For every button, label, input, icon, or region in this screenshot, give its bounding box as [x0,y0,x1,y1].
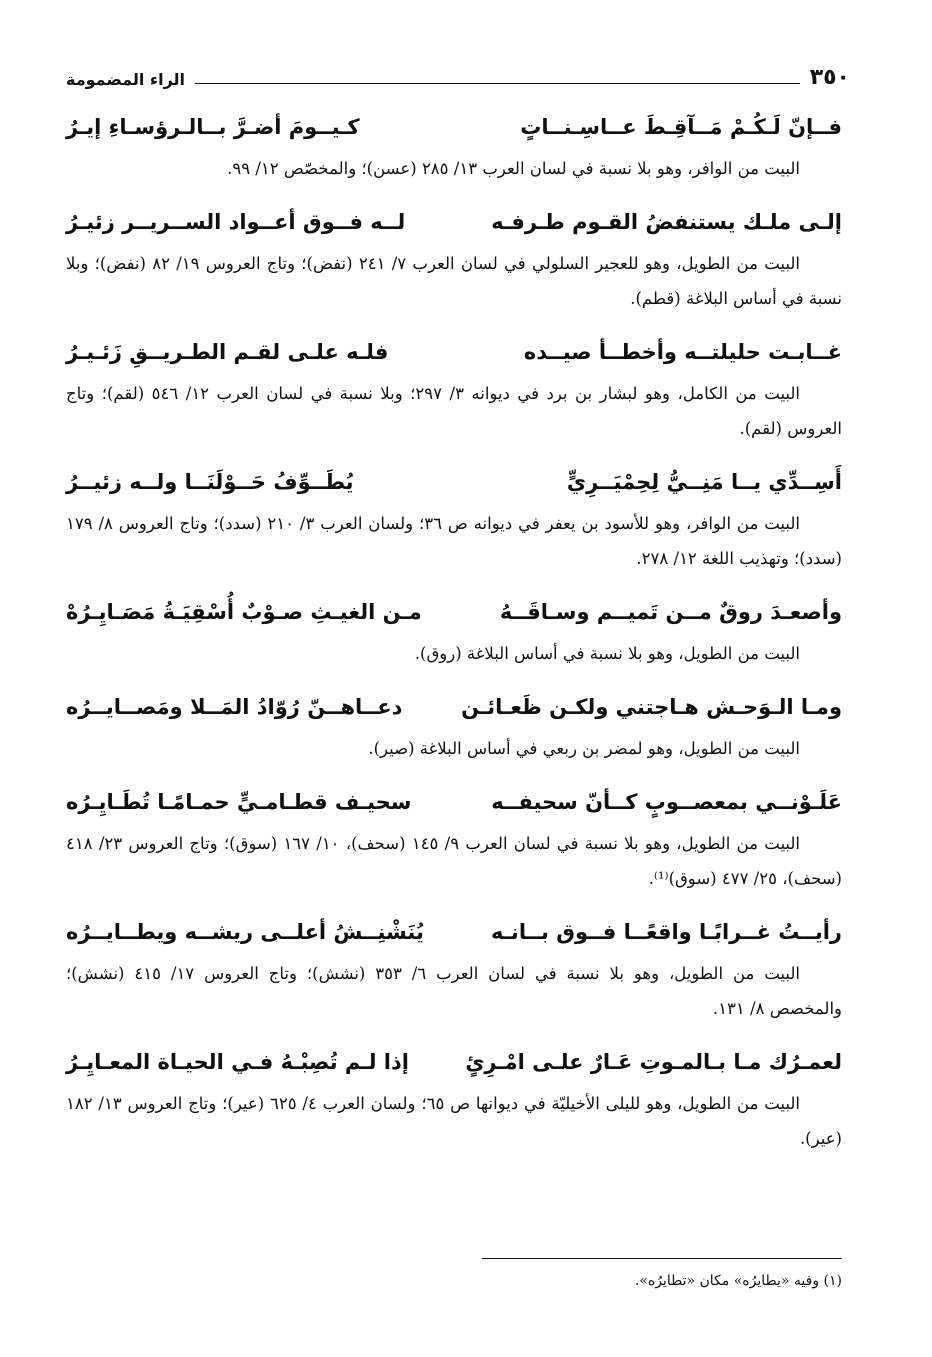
verse-second-hemistich: كـيــومَ أضـرَّ بــالـرؤسـاءِ إيـرُ [66,115,360,139]
running-title: الراء المضمومة [66,70,186,89]
verse-entry [66,103,842,186]
verse-second-hemistich: يُطَــوِّفُ حَــوْلَنَــا ولــه زئيــرُ [66,470,354,494]
verse-line [66,1038,842,1086]
verse-entry [66,198,842,316]
verse-line [66,458,842,506]
verse-line [66,683,842,731]
verse-source-note: البيت من الطويل، وهو للعجير السلولي في لسان العرب ٧/ ٢٤١ (نفض)؛ وتاج العروس ١٩/ ٨٢ (نفض)؛ وبلا نسبة في أساس البلاغة (قطم). [66,254,842,308]
verse-second-hemistich: سحيـف قطـامـيٍّ حمـامًـا تُطَـايِـرُه [66,790,412,814]
verse-entry [66,458,842,576]
verse-first-hemistich: أَسِــدِّي يــا مَنِــيُّ لِحِمْيَــرِيٍّ [566,470,842,494]
verse-line [66,588,842,636]
verse-first-hemistich: وأصعـدَ روقٌ مــن تَميــم وسـاقَــهُ [499,600,842,624]
verse-source-note: البيت من الطويل، وهو بلا نسبة في لسان العرب ٦/ ٣٥٣ (نشش)؛ وتاج العروس ١٧/ ٤١٥ (نشش)؛ والمخصص ٨/ ١٣١. [66,964,842,1018]
verse-source-note: البيت من الطويل، وهو بلا نسبة في أساس البلاغة (روق). [414,644,800,663]
verse-source-note: البيت من الكامل، وهو لبشار بن برد في ديوانه ٣/ ٢٩٧؛ وبلا نسبة في لسان العرب ١٢/ ٥٤٦ (لقم)؛ وتاج العروس (لقم). [66,384,842,438]
verse-entry [66,1038,842,1156]
verse-line [66,103,842,151]
verse-source-note: البيت من الطويل، وهو لليلى الأخيليّة في ديوانها ص ٦٥؛ ولسان العرب ٤/ ٦٢٥ (عير)؛ وتاج العروس ١٣/ ١٨٢ (عير). [66,1094,842,1148]
verse-entry [66,683,842,766]
verse-line [66,198,842,246]
verse-source-note: البيت من الطويل، وهو بلا نسبة في لسان العرب ٩/ ١٤٥ (سحف)، ١٠/ ١٦٧ (سوق)؛ وتاج العروس ٢٣/ ٤١٨ (سحف)، ٢٥/ ٤٧٧ (سوق)⁽¹⁾. [66,834,842,888]
verse-entry [66,778,842,896]
verse-first-hemistich: غــابـت حليلتــه وأخطــأ صيــده [523,340,842,364]
verse-first-hemistich: لعمـرُك مـا بـالمـوتِ عَـارٌ علـى امْـرِئٍ [465,1050,842,1074]
verse-line [66,328,842,376]
verse-entries [66,103,842,1156]
verse-entry [66,328,842,446]
verse-second-hemistich: مـن الغيـثِ صـوْبٌ أُسْقِيَـةُ مَصَـايِـرُهْ [66,600,422,624]
verse-second-hemistich: دعــاهــنّ رُوّادُ المَــلا ومَصــايــرُه [66,695,403,719]
verse-source-note: البيت من الطويل، وهو لمضر بن ربعي في أساس البلاغة (صير). [368,739,800,758]
verse-second-hemistich: لــه فــوق أعــواد الســريــر زئيـرُ [66,210,406,234]
page-header [66,56,850,92]
verse-first-hemistich: ومـا الـوَحـش هـاجتني ولكـن ظَعـائـن [461,695,842,719]
verse-second-hemistich: إذا لـم تُصِبْـهُ فـي الحيـاة المعـايِـرُ [66,1050,409,1074]
footnote-divider [482,1258,842,1259]
verse-source-note: البيت من الوافر، وهو للأسود بن يعفر في ديوانه ص ٣٦؛ ولسان العرب ٣/ ٢١٠ (سدد)؛ وتاج العروس ٨/ ١٧٩ (سدد)؛ وتهذيب اللغة ١٢/ ٢٧٨. [66,514,842,568]
verse-line [66,908,842,956]
verse-second-hemistich: فلـه علـى لقـم الطـريــقِ زَئـيـرُ [66,340,389,364]
verse-first-hemistich: إلـى ملـك يستنفضُ القـوم طـرفـه [491,210,842,234]
verse-first-hemistich: رأيــتُ غــرابًـا واقعًــا فــوق بــانـه [491,920,842,944]
verse-first-hemistich: فــإنّ لَـكُـمْ مَــآقِـطَ عــاسِـنــاتٍ [520,115,842,139]
verse-second-hemistich: يُنَشْنِــشُ أعلــى ريشــه ويطــايــرُه [66,920,424,944]
footnote: (١) وفيه «يطايرُه» مكان «تطايرُه». [634,1273,842,1289]
verse-line [66,778,842,826]
verse-first-hemistich: عَلَـوْنــي بمعصــوبٍ كــأنّ سحيفــه [491,790,842,814]
page-number: ٣٥٠ [809,65,850,90]
verse-source-note: البيت من الوافر، وهو بلا نسبة في لسان العرب ١٣/ ٢٨٥ (عسن)؛ والمخصّص ١٢/ ٩٩. [227,159,800,178]
verse-entry [66,908,842,1026]
header-rule [195,83,800,84]
verse-entry [66,588,842,671]
